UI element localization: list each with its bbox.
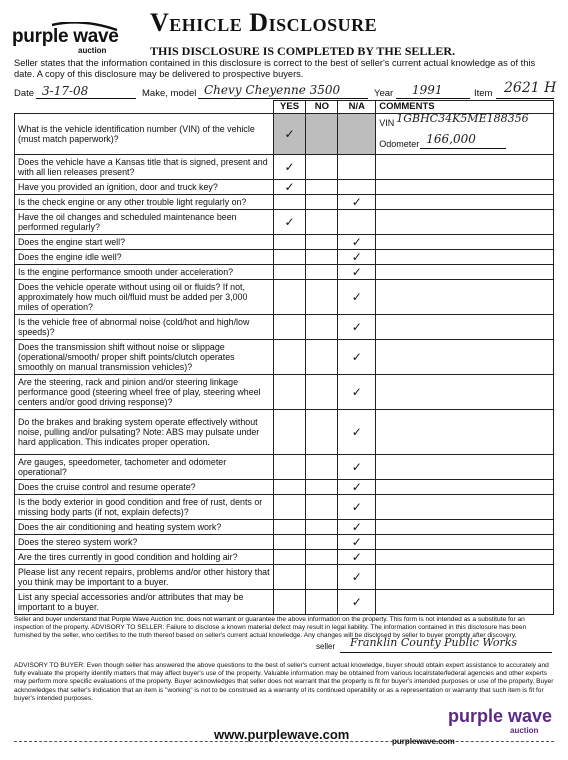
na-cell[interactable]: ✓ [338,375,376,410]
odometer-value[interactable]: 166,000 [426,132,476,147]
yes-cell[interactable] [273,480,305,495]
table-row [15,480,554,495]
no-cell[interactable] [306,315,338,340]
comment-cell[interactable] [376,180,554,195]
comment-cell[interactable] [376,550,554,565]
table-row [15,235,554,250]
table-row [15,195,554,210]
logo-subtext: auction [78,46,107,55]
disclosure-table [14,100,554,615]
make-label: Make, model [142,88,197,99]
table-row [15,155,554,180]
na-cell[interactable]: ✓ [338,235,376,250]
comment-cell[interactable] [376,265,554,280]
odometer-label: Odometer [379,139,420,150]
no-cell[interactable] [306,410,338,455]
year-value[interactable]: 1991 [412,83,443,97]
no-cell[interactable] [306,280,338,315]
question-text: Are gauges, speedometer, tachometer and odometer operational? [15,455,274,480]
item-value[interactable]: 2621 H [504,80,557,96]
table-row [15,590,554,615]
table-row [15,180,554,195]
no-cell[interactable] [306,250,338,265]
no-cell[interactable] [306,195,338,210]
no-cell[interactable] [306,455,338,480]
footer-logo-wordmark: purple wave [448,706,553,726]
yes-cell[interactable] [273,235,305,250]
comment-cell[interactable] [376,565,554,590]
legal-paragraph-seller: Seller and buyer understand that Purple Wave Auction Inc. does not warrant or guarantee the above information on the property. This form is not intended as a substitute for an inspection of the property. ADVISORY TO SELLER: Failure to disclose a known material defect may result in legal liability. The information contained in this disclosure has been furnished by the seller, who certifies to the truth thereof based on seller's current actual knowledge. Any changes will be disclosed by seller to buyer promptly after discovery. [14,616,527,640]
na-cell[interactable]: ✓ [338,410,376,455]
table-row [15,495,554,520]
na-cell[interactable]: ✓ [338,520,376,535]
comment-cell[interactable] [376,410,554,455]
intro-text: Seller states that the information contained in this disclosure is correct to the best of seller's current actual knowledge as of this date. A copy of this disclosure may be delivered to prospective buyers. [14,58,536,79]
na-cell[interactable]: ✓ [338,250,376,265]
comment-cell[interactable] [376,250,554,265]
no-cell[interactable] [306,114,338,155]
legal-paragraph-buyer: ADVISORY TO BUYER: Even though seller has answered the above questions to the best of seller's current actual knowledge, buyer should obtain expert assistance to accurately and fully evaluate the property identify matters that may affect buyer's use of the property. Valuable information may be obtained from various local/state/federal agencies and other experts may perform more specific evaluations of the property. Buyer acknowledges that seller does not warrant that the property is fit for buyer's intended purposes or use of the property. Buyer acknowledges that seller's indication that an item is "working" is not to be construed as a warranty of its continued operability or as a representation or warranty that such item is fit for buyer's intended purposes. [14,662,554,702]
page-subtitle: THIS DISCLOSURE IS COMPLETED BY THE SELLER. [150,44,456,58]
no-cell[interactable] [306,495,338,520]
vin-value[interactable]: 1GBHC34K5ME188356 [396,112,529,126]
no-cell[interactable] [306,565,338,590]
question-text: Is the body exterior in good condition and free of rust, dents or missing body parts (if not, explain defects)? [15,495,274,520]
yes-cell[interactable] [273,520,305,535]
table-row [15,114,554,155]
na-cell[interactable]: ✓ [338,535,376,550]
question-text: Does the transmission shift without noise or slippage (operational/smooth/ proper shift points/clutch operates smoothly on manual transmission vehicles)? [15,340,274,375]
question-text: Please list any recent repairs, problems and/or other history that you think may be important to a buyer. [15,565,274,590]
comment-cell[interactable] [376,210,554,235]
comment-cell[interactable] [376,520,554,535]
na-cell[interactable]: ✓ [338,455,376,480]
make-value[interactable]: Chevy Cheyenne 3500 [204,83,341,97]
na-cell[interactable]: ✓ [338,565,376,590]
table-row [15,265,554,280]
question-text: Are the tires currently in good condition and holding air? [15,550,274,565]
question-text: What is the vehicle identification number (VIN) of the vehicle (must match paperwork)? [15,114,274,155]
seller-signature: Franklin County Public Works [350,636,518,649]
na-cell[interactable]: ✓ [338,280,376,315]
item-label: Item [474,88,493,99]
question-text: Is the check engine or any other trouble light regularly on? [15,195,274,210]
na-cell[interactable] [338,180,376,195]
vin-label: VIN [379,118,395,129]
comment-cell[interactable] [376,455,554,480]
col-comments: COMMENTS [376,101,554,114]
na-cell[interactable]: ✓ [338,495,376,520]
na-cell[interactable]: ✓ [338,550,376,565]
question-text: Have you provided an ignition, door and truck key? [15,180,274,195]
yes-cell[interactable] [273,455,305,480]
date-value[interactable]: 3-17-08 [42,84,89,98]
na-cell[interactable] [338,114,376,155]
comment-cell[interactable] [376,590,554,615]
question-text: Have the oil changes and scheduled maintenance been performed regularly? [15,210,274,235]
yes-cell[interactable]: ✓ [273,155,305,180]
question-text: Does the engine idle well? [15,250,274,265]
no-cell[interactable] [306,520,338,535]
table-row [15,280,554,315]
yes-cell[interactable] [273,590,305,615]
vin-odometer-cell [376,114,554,155]
table-row [15,535,554,550]
no-cell[interactable] [306,180,338,195]
na-cell[interactable]: ✓ [338,480,376,495]
no-cell[interactable] [306,590,338,615]
question-text: List any special accessories and/or attributes that may be important to a buyer. [15,590,274,615]
comment-cell[interactable] [376,195,554,210]
no-cell[interactable] [306,265,338,280]
question-text: Does the air conditioning and heating system work? [15,520,274,535]
footer-url-link[interactable]: www.purplewave.com [214,727,350,742]
table-row [15,520,554,535]
footer-logo [448,704,558,738]
date-label: Date [14,88,35,99]
no-cell[interactable] [306,375,338,410]
table-row [15,550,554,565]
na-cell[interactable]: ✓ [338,590,376,615]
comment-cell[interactable] [376,535,554,550]
question-text: Does the vehicle have a Kansas title that is signed, present and with all lien releases present? [15,155,274,180]
page-title: Vehicle Disclosure [150,8,378,37]
table-row [15,565,554,590]
table-row [15,315,554,340]
comment-cell[interactable] [376,235,554,250]
comment-cell[interactable] [376,480,554,495]
yes-cell[interactable] [273,315,305,340]
na-cell[interactable]: ✓ [338,340,376,375]
table-row [15,250,554,265]
na-cell[interactable] [338,155,376,180]
no-cell[interactable] [306,535,338,550]
question-text: Does the cruise control and resume operate? [15,480,274,495]
na-cell[interactable] [338,210,376,235]
na-cell[interactable]: ✓ [338,315,376,340]
question-text: Is the vehicle free of abnormal noise (cold/hot and high/low speeds)? [15,315,274,340]
yes-cell[interactable] [273,495,305,520]
purple-wave-logo [12,22,130,60]
question-text: Does the engine start well? [15,235,274,250]
table-row [15,455,554,480]
yes-cell[interactable] [273,410,305,455]
no-cell[interactable] [306,235,338,250]
yes-cell[interactable] [273,375,305,410]
question-text: Do the brakes and braking system operate effectively without noise, pulling and/or pulsating? Note: ABS may pulsate under hard application. This indicates proper operation. [15,410,274,455]
question-text: Does the stereo system work? [15,535,274,550]
question-text: Does the vehicle operate without using oil or fluids? If not, approximately how much oil/fluid must be added per 3,000 miles of operation? [15,280,274,315]
yes-cell[interactable] [273,565,305,590]
question-text: Are the steering, rack and pinion and/or steering linkage performance good (steering wheel free of play, steering wheel centers and/or good driving response)? [15,375,274,410]
col-yes: YES [273,101,305,114]
no-cell[interactable] [306,210,338,235]
seller-signature-line [340,652,552,653]
comment-cell[interactable] [376,495,554,520]
yes-cell[interactable] [273,250,305,265]
no-cell[interactable] [306,155,338,180]
footer-logo-subtext: auction [510,726,539,735]
yes-cell[interactable]: ✓ [273,180,305,195]
yes-cell[interactable] [273,280,305,315]
table-row [15,340,554,375]
seller-label: seller [316,642,336,651]
yes-cell[interactable] [273,195,305,210]
col-no: NO [306,101,338,114]
yes-cell[interactable] [273,535,305,550]
yes-cell[interactable] [273,550,305,565]
comment-cell[interactable] [376,315,554,340]
yes-cell[interactable] [273,340,305,375]
logo-wordmark: purple wave [12,26,119,47]
table-row [15,210,554,235]
comment-cell[interactable] [376,155,554,180]
table-row [15,375,554,410]
no-cell[interactable] [306,480,338,495]
yes-cell[interactable] [273,265,305,280]
comment-cell[interactable] [376,340,554,375]
footer-small-url: purplewave.com [392,737,455,746]
yes-cell[interactable]: ✓ [273,114,305,155]
no-cell[interactable] [306,550,338,565]
no-cell[interactable] [306,340,338,375]
year-label: Year [374,88,394,99]
comment-cell[interactable] [376,280,554,315]
yes-cell[interactable]: ✓ [273,210,305,235]
na-cell[interactable]: ✓ [338,265,376,280]
na-cell[interactable]: ✓ [338,195,376,210]
comment-cell[interactable] [376,375,554,410]
table-row [15,410,554,455]
question-text: Is the engine performance smooth under acceleration? [15,265,274,280]
col-na: N/A [338,101,376,114]
